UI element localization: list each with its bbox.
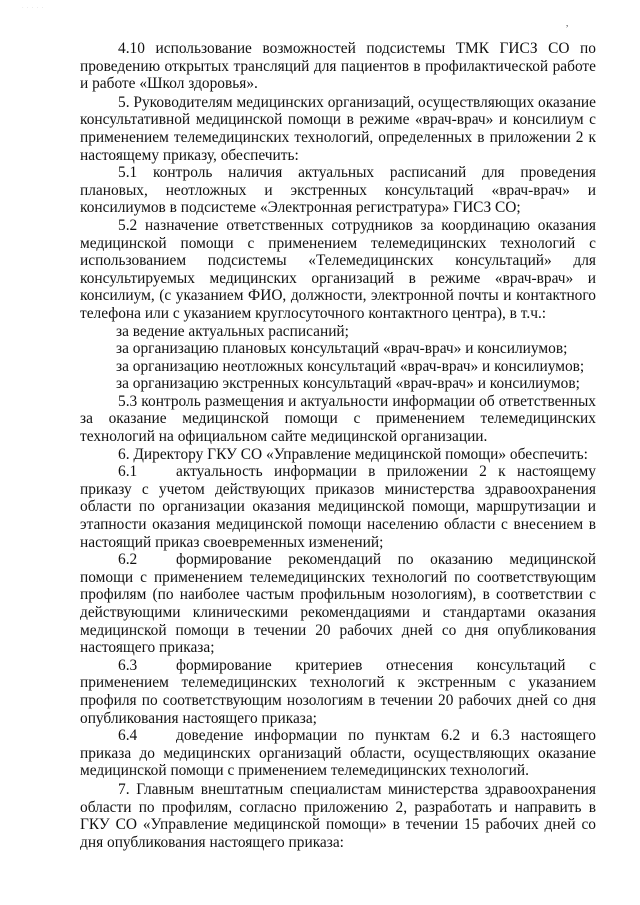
- item-number: 6.3: [118, 656, 138, 674]
- item-number: 6.4: [118, 727, 138, 745]
- item-text: формирование критериев отнесения консультаций с применением телемедицинских технологий к экстренным с указанием профиля по соответствующим нозологиям в течении 20 рабочих дней со дня опубликования настоящего приказа;: [80, 656, 596, 727]
- list-item: за организацию экстренных консультаций «врач-врач» и консилиумов;: [116, 375, 580, 393]
- item-text: формирование рекомендаций по оказанию медицинской помощи с применением телемедицинских технологий по соответствующим профилям (по наиболее частым профильным нозологиям), в соответствии с действующими клиническими рекомендациями и стандартами оказания медицинской помощи в течении 20 рабочих дней со дня опубликования настоящего приказа;: [80, 551, 596, 657]
- document-body: [80, 40, 596, 851]
- paragraph-4-10: 4.10 использование возможностей подсистемы ТМК ГИСЗ СО по проведению открытых трансляций для пациентов в профилактической работе и работе «Школ здоровья».: [80, 40, 596, 93]
- paragraph-5: 5. Руководителям медицинских организаций, осуществляющих оказание консультативной медицинской помощи в режиме «врач-врач» и консилиум с применением телемедицинских технологий, определенных в приложении 2 к настоящему приказу, обеспечить:: [80, 93, 596, 164]
- numbered-item-6-1: [80, 463, 596, 551]
- paragraph-7: 7. Главным внештатным специалистам министерства здравоохранения области по профилям, согласно приложению 2, разработать и направить в ГКУ СО «Управление медицинской помощи» в течении 15 рабочих дней со дня опубликования настоящего приказа:: [80, 780, 596, 851]
- paragraph-6: 6. Директору ГКУ СО «Управление медицинской помощи» обеспечить:: [118, 445, 588, 463]
- paragraph-5-2: 5.2 назначение ответственных сотрудников за координацию оказания медицинской помощи с применением телемедицинских технологий с использованием подсистемы «Телемедицинских консультаций» для консультируемых медицинских организаций в режиме «врач-врач» и консилиум, (с указанием ФИО, должности, электронной почты и контактного телефона или с указанием круглосуточного контактного центра), в т.ч.:: [80, 216, 596, 322]
- paragraph-5-3: 5.3 контроль размещения и актуальности информации об ответственных за оказание медицинской помощи с применением телемедицинских технологий на официальном сайте медицинской организации.: [80, 392, 596, 446]
- numbered-item-6-3: [80, 657, 596, 727]
- page-scan-mark: · · · · ·: [22, 6, 45, 11]
- list-item: за организацию плановых консультаций «врач-врач» и консилиумов;: [116, 340, 568, 358]
- item-text: актуальность информации в приложении 2 к настоящему приказу с учетом действующих приказов министерства здравоохранения области по организации оказания медицинской помощи, маршрутизации и этапности оказания медицинской помощи населению области с внесением в настоящий приказ своевременных изменений;: [80, 463, 596, 551]
- list-item: за организацию неотложных консультаций «врач-врач» и консилиумов;: [116, 357, 585, 375]
- item-number: 6.2: [118, 551, 138, 569]
- paragraph-5-1: 5.1 контроль наличия актуальных расписаний для проведения плановых, неотложных и экстренных консультаций «врач-врач» и консилиумов в подсистеме «Электронная регистратура» ГИСЗ СО;: [80, 164, 596, 217]
- page-scan-tick: ,: [566, 18, 569, 28]
- numbered-item-6-4: [80, 727, 596, 780]
- item-number: 6.1: [118, 463, 138, 481]
- list-item: за ведение актуальных расписаний;: [116, 322, 349, 340]
- numbered-item-6-2: [80, 551, 596, 657]
- item-text: доведение информации по пунктам 6.2 и 6.3 настоящего приказа до медицинских организаций области, осуществляющих оказание медицинской помощи с применением телемедицинских технологий.: [80, 727, 596, 780]
